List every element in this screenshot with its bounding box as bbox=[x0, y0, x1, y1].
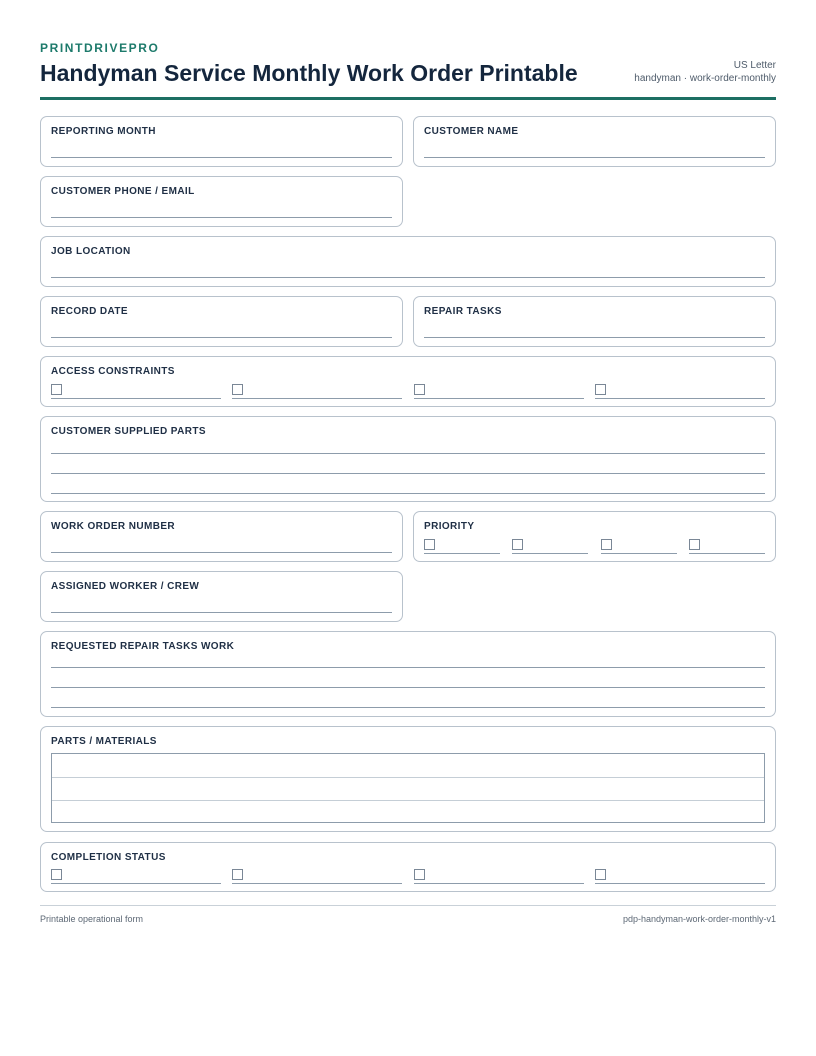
brand-name: PRINTDRIVEPRO bbox=[40, 41, 160, 55]
priority-option[interactable] bbox=[601, 539, 677, 554]
work-order-number-field bbox=[40, 511, 403, 562]
table-row-divider bbox=[52, 777, 764, 778]
checkbox[interactable] bbox=[51, 869, 62, 880]
job-location-field bbox=[40, 236, 776, 287]
form-header bbox=[40, 40, 776, 100]
reporting-month-label: REPORTING MONTH bbox=[51, 126, 156, 137]
requested-work-line-3[interactable] bbox=[51, 707, 765, 708]
option-line bbox=[595, 883, 765, 884]
access-option[interactable] bbox=[414, 384, 584, 399]
repair-tasks-input[interactable] bbox=[424, 337, 765, 338]
completion-status-options bbox=[51, 869, 765, 884]
checkbox[interactable] bbox=[51, 384, 62, 395]
customer-contact-input[interactable] bbox=[51, 217, 392, 218]
access-constraints-options bbox=[51, 384, 765, 399]
access-option[interactable] bbox=[232, 384, 402, 399]
checkbox[interactable] bbox=[232, 384, 243, 395]
priority-option[interactable] bbox=[689, 539, 765, 554]
option-line bbox=[689, 553, 765, 554]
access-constraints-field bbox=[40, 356, 776, 407]
priority-label: PRIORITY bbox=[424, 521, 475, 532]
priority-field bbox=[413, 511, 776, 562]
requested-work-field bbox=[40, 631, 776, 717]
priority-options bbox=[424, 539, 765, 554]
access-constraints-label: ACCESS CONSTRAINTS bbox=[51, 366, 175, 377]
footer-description: Printable operational form bbox=[40, 914, 144, 924]
customer-supplied-parts-line-2[interactable] bbox=[51, 473, 765, 474]
option-line bbox=[512, 553, 588, 554]
reporting-month-field bbox=[40, 116, 403, 167]
priority-option[interactable] bbox=[512, 539, 588, 554]
customer-name-input[interactable] bbox=[424, 157, 765, 158]
status-option[interactable] bbox=[232, 869, 402, 884]
checkbox[interactable] bbox=[689, 539, 700, 550]
table-row-divider bbox=[52, 800, 764, 801]
checkbox[interactable] bbox=[414, 384, 425, 395]
checkbox[interactable] bbox=[512, 539, 523, 550]
checkbox[interactable] bbox=[595, 869, 606, 880]
customer-contact-label: CUSTOMER PHONE / EMAIL bbox=[51, 186, 195, 197]
page-footer bbox=[40, 905, 776, 931]
repair-tasks-label: REPAIR TASKS bbox=[424, 306, 502, 317]
header-rule bbox=[40, 97, 776, 100]
option-line bbox=[414, 398, 584, 399]
customer-name-label: CUSTOMER NAME bbox=[424, 126, 519, 137]
parts-materials-label: PARTS / MATERIALS bbox=[51, 736, 157, 747]
customer-supplied-parts-line-1[interactable] bbox=[51, 453, 765, 454]
parts-materials-table[interactable] bbox=[51, 753, 765, 823]
job-location-label: JOB LOCATION bbox=[51, 246, 131, 257]
checkbox[interactable] bbox=[595, 384, 606, 395]
requested-work-line-2[interactable] bbox=[51, 687, 765, 688]
work-order-number-label: WORK ORDER NUMBER bbox=[51, 521, 176, 532]
status-option[interactable] bbox=[595, 869, 765, 884]
form-meta bbox=[634, 59, 776, 85]
option-line bbox=[601, 553, 677, 554]
priority-option[interactable] bbox=[424, 539, 500, 554]
customer-supplied-parts-label: CUSTOMER SUPPLIED PARTS bbox=[51, 426, 206, 437]
completion-status-field bbox=[40, 842, 776, 892]
option-line bbox=[51, 883, 221, 884]
checkbox[interactable] bbox=[424, 539, 435, 550]
work-order-number-input[interactable] bbox=[51, 552, 392, 553]
option-line bbox=[51, 398, 221, 399]
record-date-input[interactable] bbox=[51, 337, 392, 338]
option-line bbox=[424, 553, 500, 554]
paper-size: US Letter bbox=[733, 60, 776, 71]
parts-materials-field bbox=[40, 726, 776, 832]
repair-tasks-field bbox=[413, 296, 776, 347]
option-line bbox=[595, 398, 765, 399]
checkbox[interactable] bbox=[601, 539, 612, 550]
checkbox[interactable] bbox=[414, 869, 425, 880]
job-location-input[interactable] bbox=[51, 277, 765, 278]
form-tags: handyman · work-order-monthly bbox=[634, 73, 776, 84]
completion-status-label: COMPLETION STATUS bbox=[51, 852, 166, 863]
option-line bbox=[414, 883, 584, 884]
option-line bbox=[232, 398, 402, 399]
record-date-label: RECORD DATE bbox=[51, 306, 128, 317]
access-option[interactable] bbox=[51, 384, 221, 399]
option-line bbox=[232, 883, 402, 884]
customer-contact-field bbox=[40, 176, 403, 227]
requested-work-label: REQUESTED REPAIR TASKS WORK bbox=[51, 641, 235, 652]
checkbox[interactable] bbox=[232, 869, 243, 880]
customer-name-field bbox=[413, 116, 776, 167]
page-title: Handyman Service Monthly Work Order Printable bbox=[40, 60, 578, 86]
requested-work-line-1[interactable] bbox=[51, 667, 765, 668]
assigned-worker-input[interactable] bbox=[51, 612, 392, 613]
customer-supplied-parts-field bbox=[40, 416, 776, 502]
assigned-worker-label: ASSIGNED WORKER / CREW bbox=[51, 581, 200, 592]
status-option[interactable] bbox=[414, 869, 584, 884]
footer-form-id: pdp-handyman-work-order-monthly-v1 bbox=[622, 914, 776, 924]
customer-supplied-parts-line-3[interactable] bbox=[51, 493, 765, 494]
record-date-field bbox=[40, 296, 403, 347]
access-option[interactable] bbox=[595, 384, 765, 399]
status-option[interactable] bbox=[51, 869, 221, 884]
assigned-worker-field bbox=[40, 571, 403, 622]
reporting-month-input[interactable] bbox=[51, 157, 392, 158]
